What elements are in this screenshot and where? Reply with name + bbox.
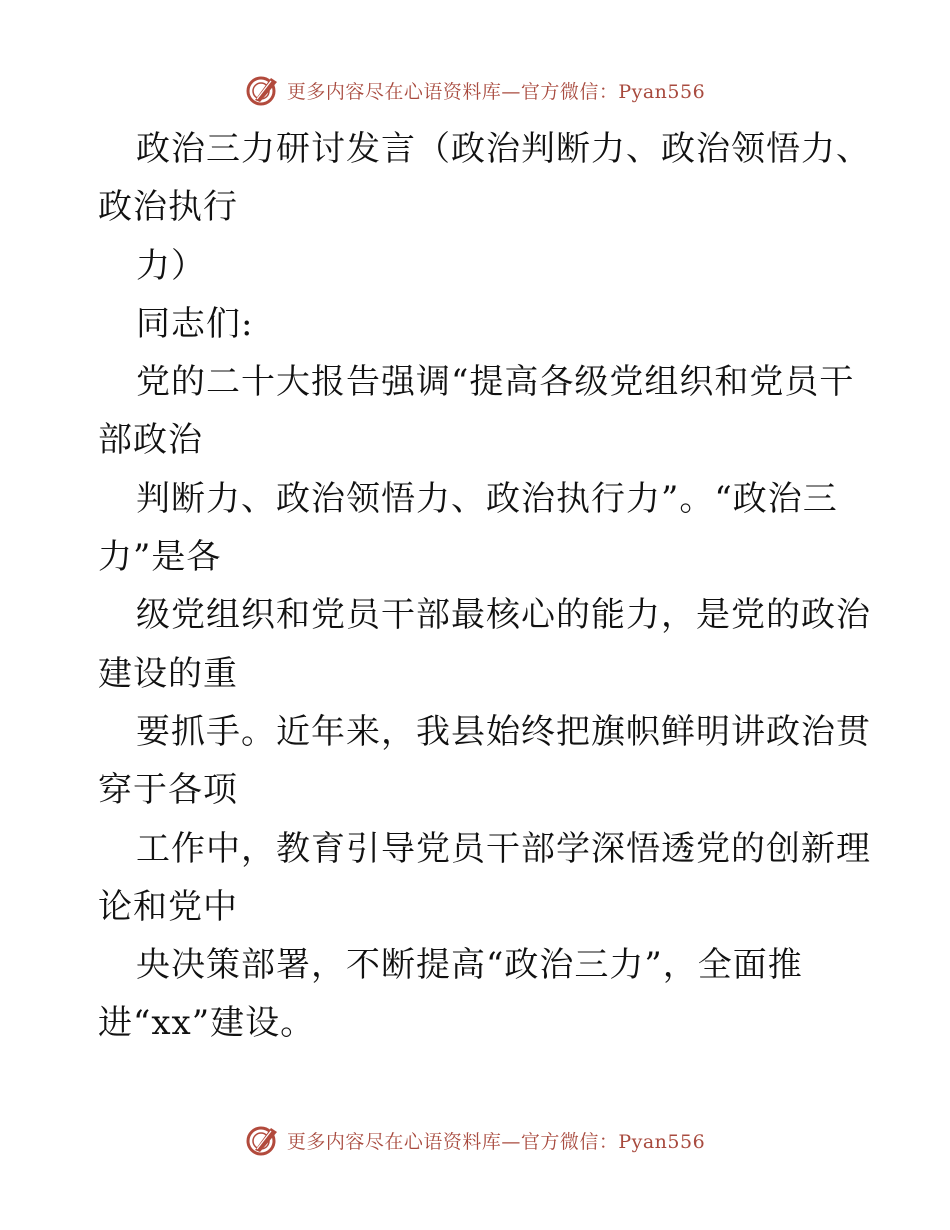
- document-body: [98, 120, 871, 1053]
- text-line: 要抓手。近年来，我县始终把旗帜鲜明讲政治贯: [136, 711, 871, 752]
- text-line: 政治执行: [98, 187, 238, 228]
- banner-text: 更多内容尽在心语资料库—官方微信：Pyan556: [286, 1130, 706, 1153]
- text-line: 进“xx”建设。: [98, 1003, 316, 1044]
- text-line: 穿于各项: [98, 770, 238, 811]
- text-line: 建设的重: [98, 653, 238, 694]
- text-line: 级党组织和党员干部最核心的能力，是党的政治: [136, 595, 871, 636]
- text-line: 工作中，教育引导党员干部学深悟透党的创新理: [136, 828, 871, 869]
- pen-nib-logo-icon: [245, 72, 281, 108]
- footer-banner: [0, 1120, 950, 1160]
- text-line: 力”是各: [98, 537, 222, 578]
- text-line: 部政治: [98, 420, 203, 461]
- text-line: 力）: [136, 245, 206, 286]
- text-line: 党的二十大报告强调“提高各级党组织和党员干: [136, 362, 855, 403]
- text-line: 论和党中: [98, 886, 238, 927]
- header-banner: [0, 70, 950, 110]
- text-line: 政治三力研讨发言（政治判断力、政治领悟力、: [136, 129, 871, 169]
- text-line: 判断力、政治领悟力、政治执行力”。“政治三: [136, 478, 838, 519]
- pen-nib-logo-icon: [245, 1122, 281, 1158]
- banner-text: 更多内容尽在心语资料库—官方微信：Pyan556: [286, 80, 706, 103]
- text-line: 央决策部署，不断提高“政治三力”，全面推: [136, 945, 803, 986]
- text-line: 同志们:: [136, 303, 254, 344]
